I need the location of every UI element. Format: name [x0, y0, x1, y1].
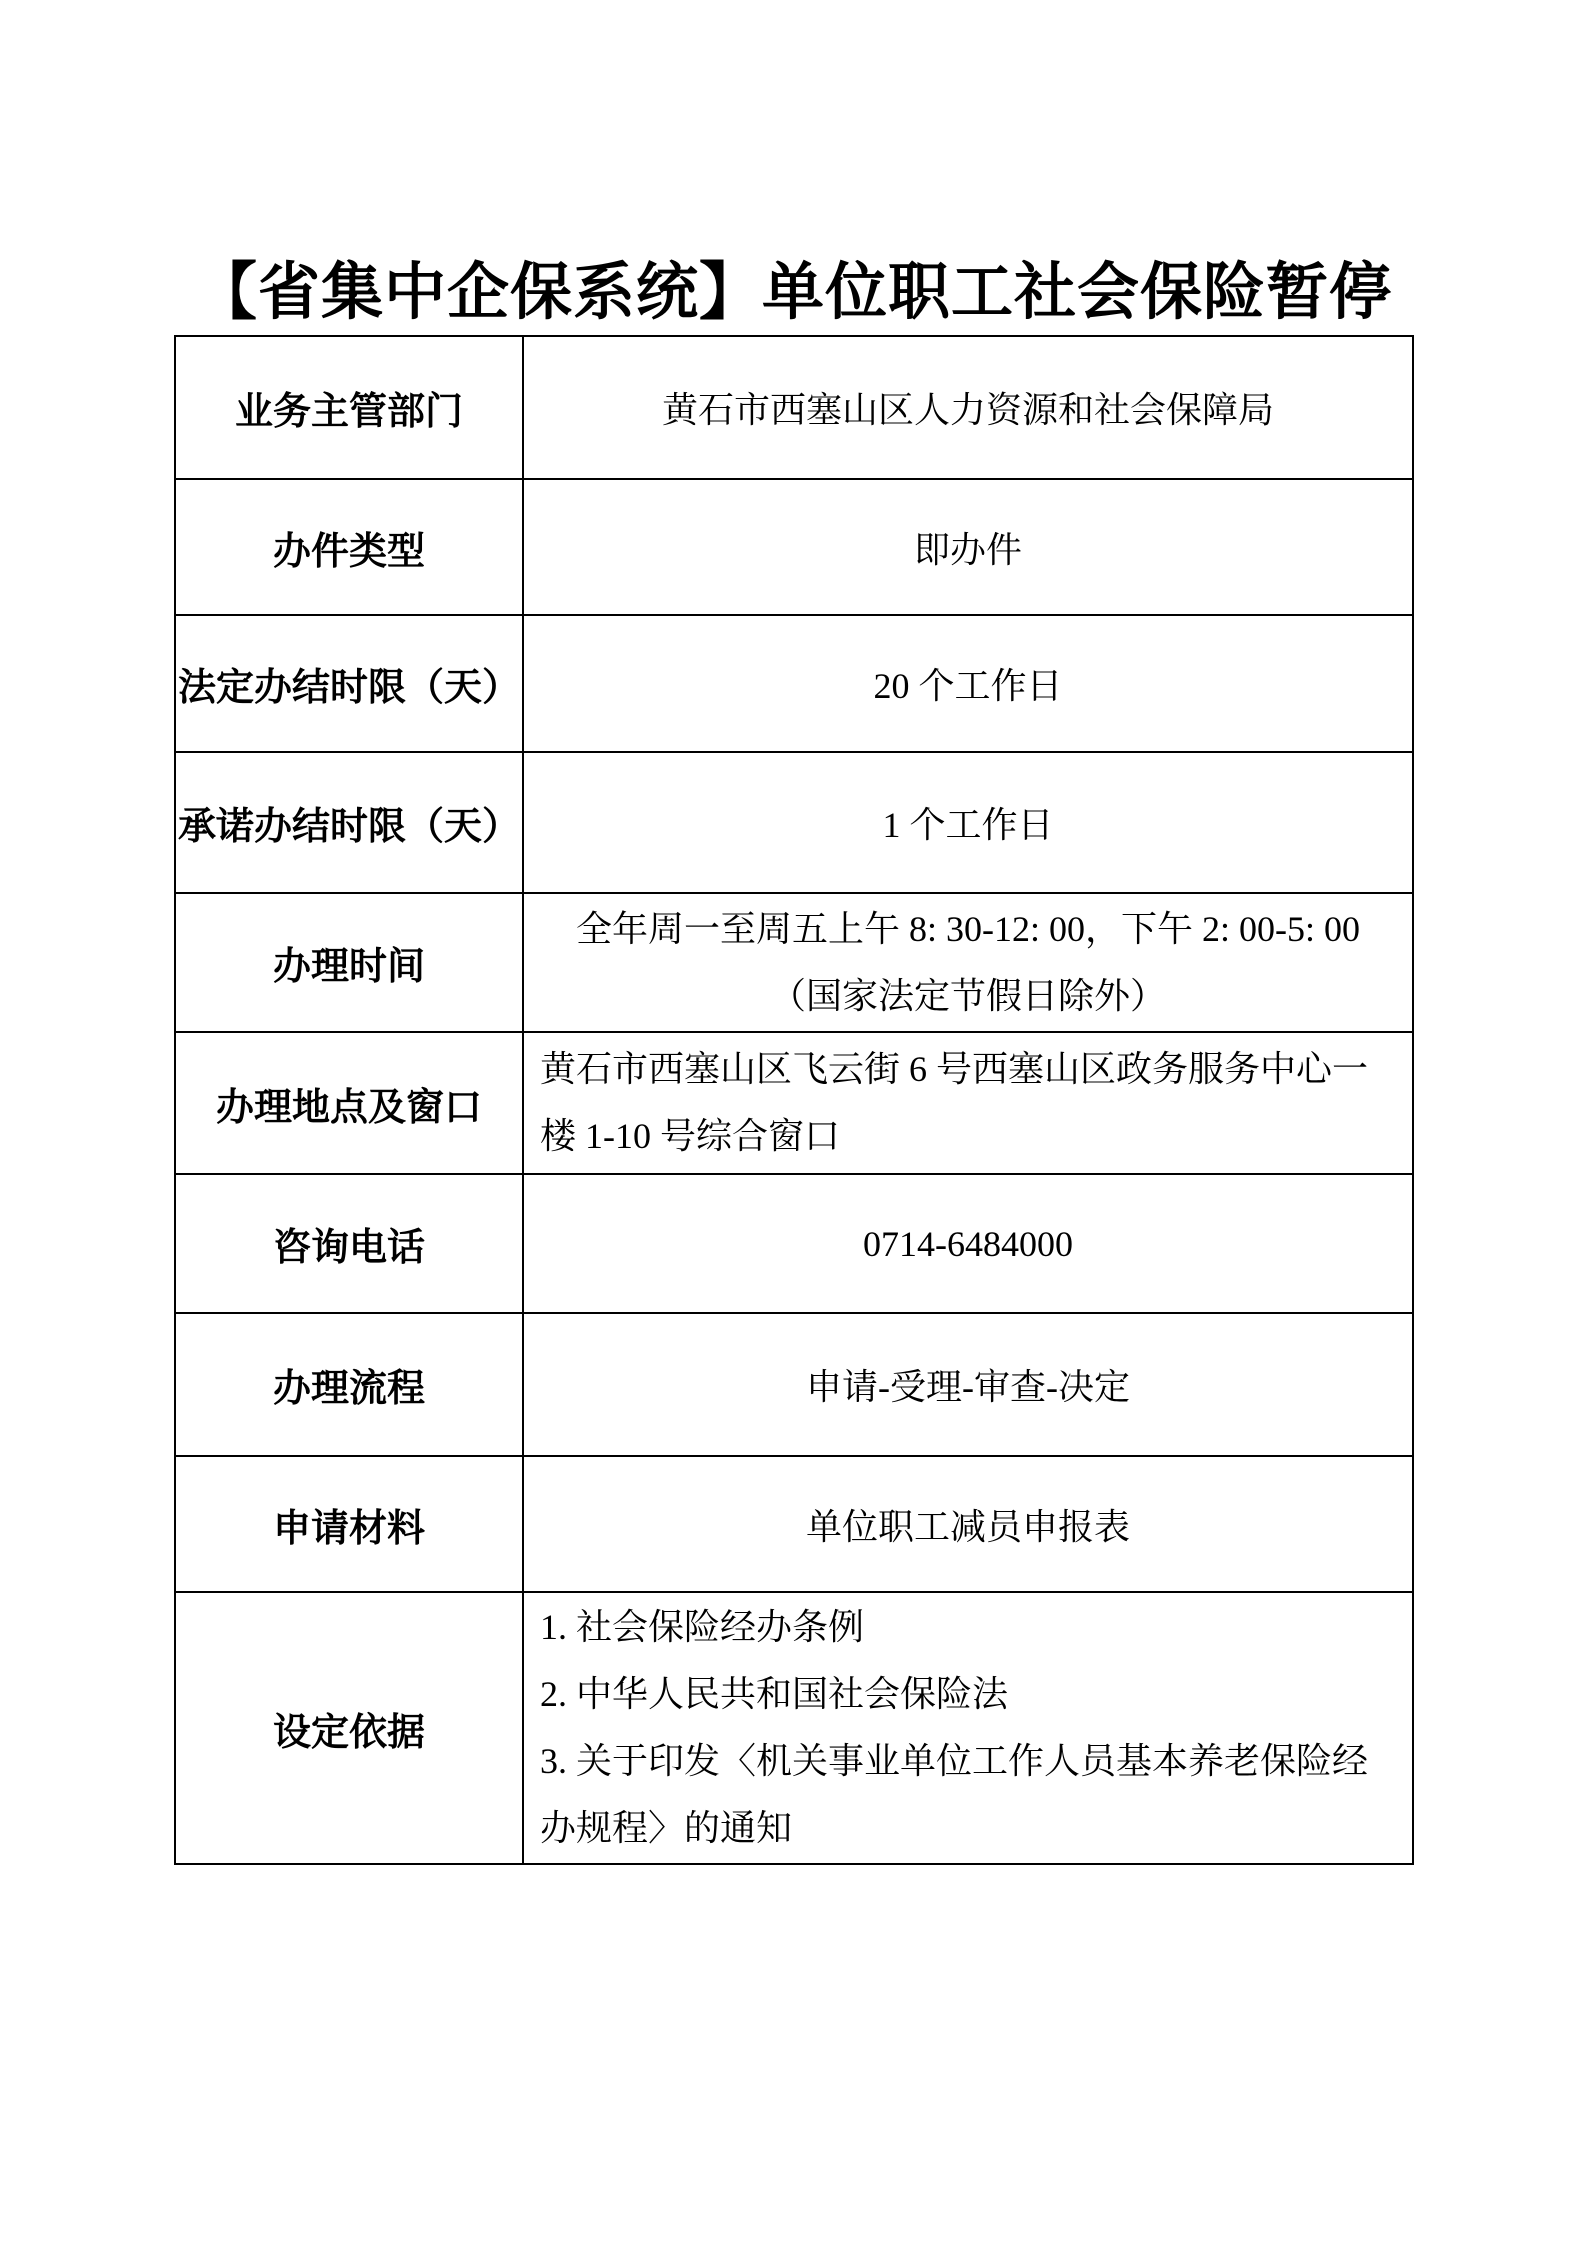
row-value: 申请-受理-审查-决定	[523, 1313, 1413, 1456]
row-label: 设定依据	[175, 1592, 523, 1864]
value-line: 办规程〉的通知	[540, 1808, 793, 1848]
row-value	[523, 893, 1413, 1032]
row-value: 20 个工作日	[523, 615, 1413, 752]
table-row	[175, 1313, 1413, 1456]
table-row	[175, 1456, 1413, 1592]
row-label: 申请材料	[175, 1456, 523, 1592]
value-line: （国家法定节假日除外）	[769, 975, 1166, 1016]
table-row	[175, 1174, 1413, 1313]
table-row	[175, 615, 1413, 752]
value-line: 2. 中华人民共和国社会保险法	[540, 1674, 1009, 1714]
value-line: 3. 关于印发〈机关事业单位工作人员基本养老保险经	[540, 1741, 1369, 1781]
table-row	[175, 893, 1413, 1032]
service-info-table	[174, 335, 1414, 1865]
value-line: 1. 社会保险经办条例	[540, 1607, 865, 1647]
value-line: 黄石市西塞山区飞云街 6 号西塞山区政务服务中心一	[540, 1049, 1369, 1089]
row-value: 即办件	[523, 479, 1413, 615]
row-value	[523, 1592, 1413, 1864]
row-label: 承诺办结时限（天）	[175, 752, 523, 893]
row-value: 1 个工作日	[523, 752, 1413, 893]
table-row	[175, 752, 1413, 893]
row-label: 业务主管部门	[175, 336, 523, 479]
row-value: 黄石市西塞山区人力资源和社会保障局	[523, 336, 1413, 479]
row-value: 0714-6484000	[523, 1174, 1413, 1313]
row-label: 办件类型	[175, 479, 523, 615]
value-line: 楼 1-10 号综合窗口	[540, 1116, 840, 1156]
table-row	[175, 479, 1413, 615]
row-value	[523, 1032, 1413, 1174]
table-row	[175, 1032, 1413, 1174]
row-label: 办理时间	[175, 893, 523, 1032]
row-label: 咨询电话	[175, 1174, 523, 1313]
page-title: 【省集中企保系统】单位职工社会保险暂停	[194, 259, 1392, 327]
row-label: 办理地点及窗口	[175, 1032, 523, 1174]
row-label: 办理流程	[175, 1313, 523, 1456]
row-label: 法定办结时限（天）	[175, 615, 523, 752]
row-value: 单位职工减员申报表	[523, 1456, 1413, 1592]
table-row	[175, 1592, 1413, 1864]
table-row	[175, 336, 1413, 479]
value-line: 全年周一至周五上午 8: 30-12: 00，下午 2: 00-5: 00	[576, 908, 1360, 949]
